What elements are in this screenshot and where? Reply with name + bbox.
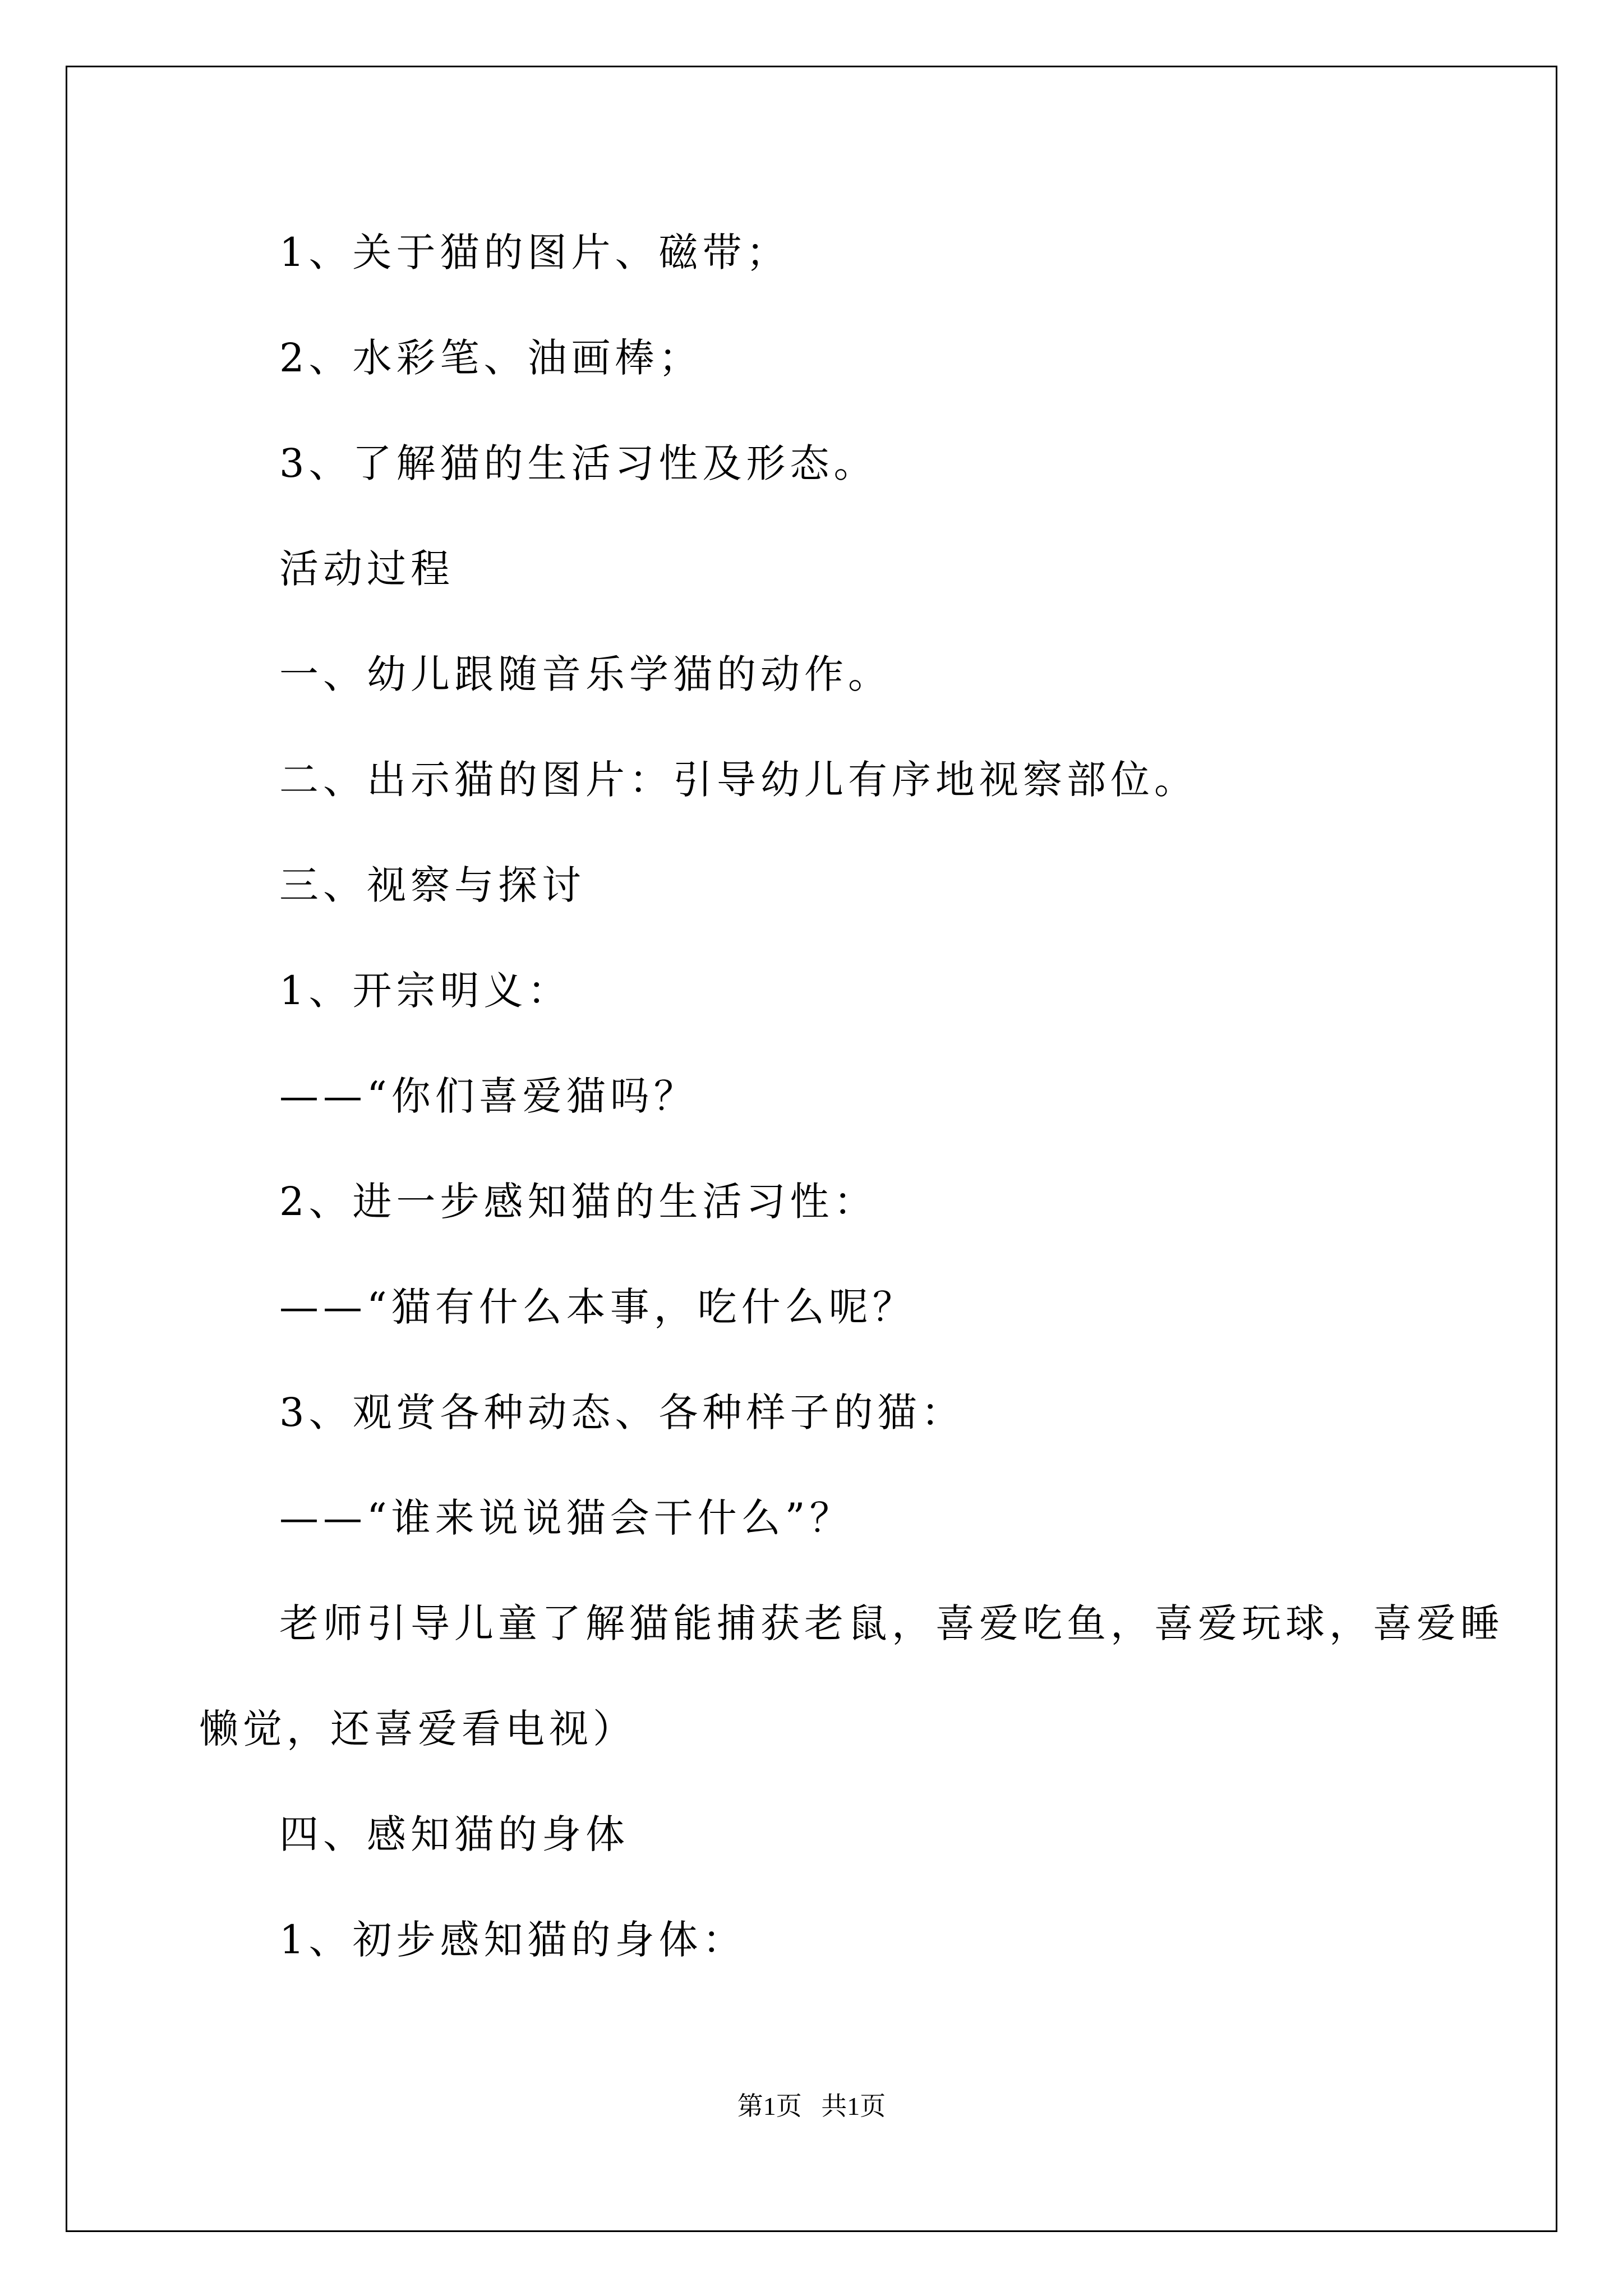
text-line: 一、幼儿跟随音乐学猫的动作。 [279, 651, 892, 697]
text-line: 1、初步感知猫的身体： [279, 1917, 746, 1963]
page-border [66, 66, 1557, 2232]
text-line: 2、水彩笔、油画棒； [279, 335, 703, 381]
section-heading: 三、视察与探讨 [279, 862, 585, 908]
text-line: ——“猫有什么本事，吃什么呢？ [279, 1284, 916, 1330]
text-line: 老师引导儿童了解猫能捕获老鼠，喜爱吃鱼，喜爱玩球，喜爱睡 [279, 1600, 1504, 1646]
text-line: 1、关于猫的图片、磁带； [279, 229, 790, 275]
text-line: ——“谁来说说猫会干什么”？ [279, 1495, 854, 1541]
text-line: 3、了解猫的生活习性及形态。 [279, 440, 878, 486]
text-line: 3、观赏各种动态、各种样子的猫： [279, 1389, 965, 1435]
text-line: 2、进一步感知猫的生活习性： [279, 1179, 878, 1225]
section-heading: 四、感知猫的身体 [279, 1811, 629, 1857]
text-line: 懒觉，还喜爱看电视） [199, 1706, 637, 1752]
section-heading: 活动过程 [279, 546, 454, 592]
text-line: 1、开宗明义： [279, 968, 571, 1014]
text-line: 二、出示猫的图片：引导幼儿有序地视察部位。 [279, 757, 1198, 803]
page-number-footer: 第1页 共1页 [737, 2092, 886, 2120]
text-line: ——“你们喜爱猫吗？ [279, 1073, 698, 1119]
